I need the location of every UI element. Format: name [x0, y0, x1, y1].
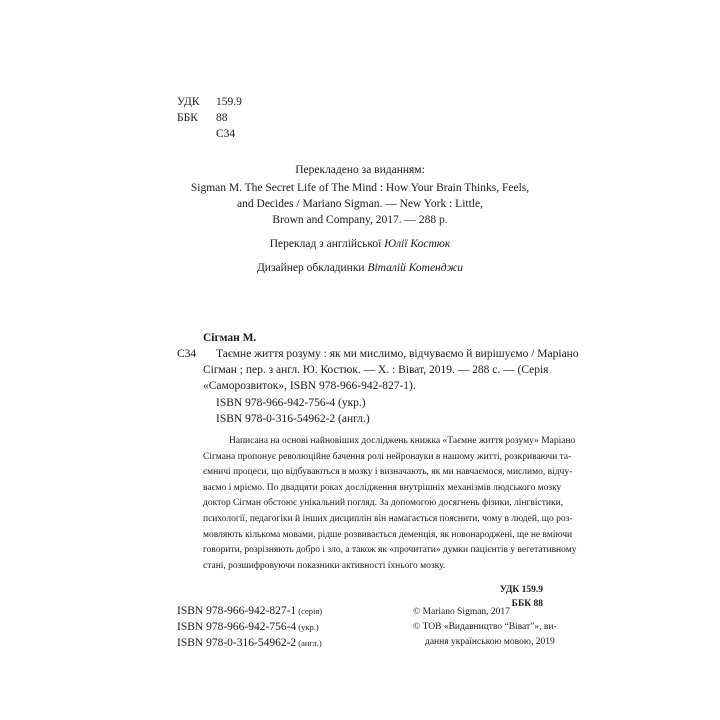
annotation-line: доктор Сігман обстоює унікальний погляд. За допомогою досягнень фізики, лінгвістики, — [203, 498, 564, 509]
translation-credit — [150, 236, 570, 252]
catalog-isbn-line: ISBN 978-0-316-54962-2 (англ.) — [216, 413, 370, 425]
designer-credit — [150, 260, 570, 276]
catalog-description-line: Сігман ; пер. з англ. Ю. Костюк. — Х. : Віват, 2019. — 288 с. — (Серія — [203, 364, 549, 376]
isbn-note: (серія) — [296, 606, 323, 616]
catalog-isbn-line: ISBN 978-966-942-756-4 (укр.) — [216, 397, 366, 409]
annotation-line: ваємо і мріємо. По двадцяти роках дослідження внутрішніх механізмів людського мозку — [203, 482, 562, 493]
annotation-udk: УДК 159.9 — [499, 585, 543, 595]
designer-label: Дизайнер обкладинки — [256, 262, 368, 274]
udk-label: УДК — [177, 96, 200, 108]
designer-name: Віталій Котенджи — [367, 262, 464, 274]
annotation-bbk: ББК 88 — [511, 599, 543, 609]
isbn-eng — [177, 635, 322, 651]
annotation-line: психології, педагогіки й інших дисциплін він намагається пояснити, чому в людей, що роз- — [203, 513, 573, 524]
original-edition-line: and Decides / Mariano Sigman. — New York : Little, — [237, 198, 483, 210]
annotation-line: мовляють кількома мовами, рідше розвивається деменція, як новонароджені, ще не вміючи — [203, 529, 573, 540]
catalog-author: Сігман М. — [203, 332, 257, 344]
isbn-number: ISBN 978-966-942-756-4 — [177, 621, 297, 633]
translator-name: Юлії Костюк — [384, 238, 451, 250]
annotation-line: стані, розшифровуючи показники активності їхнього мозку. — [203, 560, 446, 571]
original-edition-line: Sigman M. The Secret Life of The Mind : How Your Brain Thinks, Feels, — [190, 182, 530, 194]
isbn-number: ISBN 978-0-316-54962-2 — [177, 637, 297, 649]
isbn-number: ISBN 978-966-942-827-1 — [177, 605, 297, 617]
author-mark: С34 — [216, 128, 236, 140]
bbk-value: 88 — [216, 112, 228, 124]
isbn-series — [177, 603, 322, 619]
isbn-note: (англ.) — [296, 638, 322, 648]
bbk-label: ББК — [177, 112, 198, 124]
copyright-line: дання українською мовою, 2019 — [425, 637, 555, 647]
catalog-description-line: «Саморозвиток», ISBN 978-966-942-827-1). — [203, 380, 416, 392]
isbn-ukr — [177, 619, 319, 635]
translation-label: Переклад з англійської — [269, 238, 385, 250]
annotation-line: ємничі процеси, що відбуваються в мозку і визначають, як ми навчаємося, мислимо, відчу- — [203, 467, 573, 478]
original-edition-line: Brown and Company, 2017. — 288 p. — [272, 214, 448, 226]
annotation-line: говорити, розрізняють добро і зло, а також як «прочитати» думки пацієнтів у вегетативному — [203, 545, 577, 556]
catalog-author-mark: С34 — [177, 348, 197, 360]
isbn-note: (укр.) — [296, 622, 319, 632]
annotation-paragraph — [203, 434, 577, 574]
copyright-line: © Mariano Sigman, 2017 — [413, 607, 510, 617]
catalog-description-line: Таємне життя розуму : як ми мислимо, відчуваємо й вирішуємо / Маріано — [216, 348, 579, 360]
original-edition-heading: Перекладено за виданням: — [295, 164, 425, 176]
annotation-line: Сігмана пропонує революційне бачення ролі нейронауки в нашому житті, розкриваючи та- — [203, 451, 572, 462]
annotation-line: Написана на основі найновіших досліджень книжка «Таємне життя розуму» Маріано — [229, 436, 576, 446]
copyright-line: © ТОВ «Видавництво “Віват”», ви- — [413, 622, 557, 632]
udk-value: 159.9 — [216, 96, 242, 108]
